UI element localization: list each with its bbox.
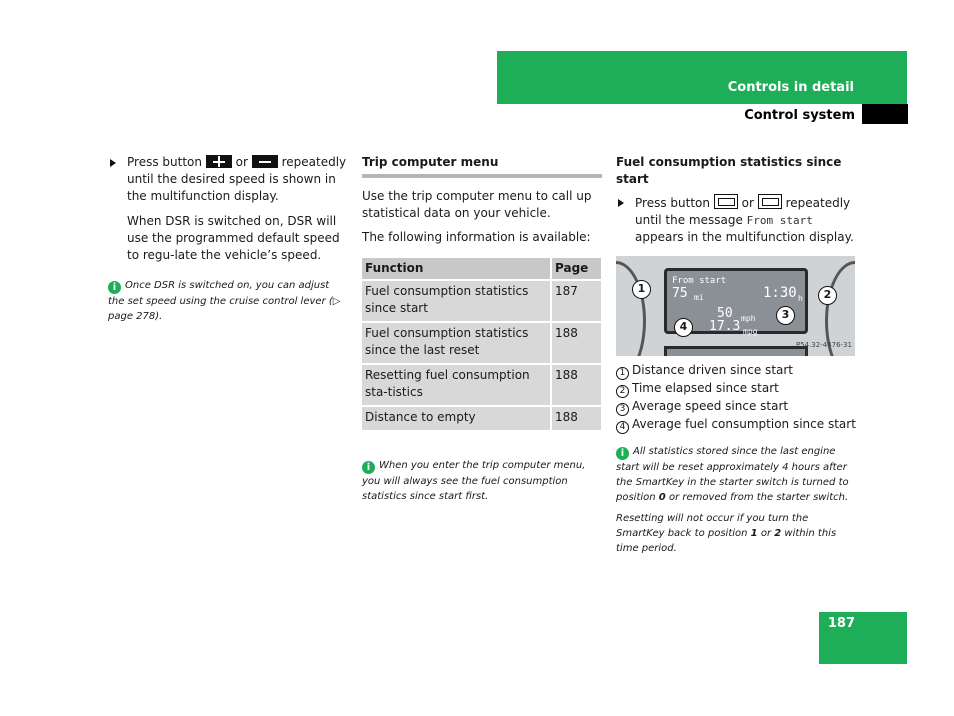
instruction-text: repeatedly until the desired speed is shown in the multifunction display.	[127, 155, 347, 203]
legend-item	[616, 398, 856, 416]
fuel-stats-heading: Fuel consumption statistics since start	[616, 155, 842, 186]
legend	[616, 362, 856, 434]
info-icon: i	[616, 447, 629, 460]
dashboard-illustration	[616, 256, 855, 356]
table-cell-function: Resetting fuel consumption sta-tistics	[362, 364, 551, 406]
instruction-text: Press button	[635, 196, 710, 210]
callout-4: 4	[674, 318, 693, 337]
display-fuel-unit: mpg	[743, 327, 758, 336]
callout-3: 3	[776, 306, 795, 325]
legend-number: 4	[616, 421, 629, 434]
table-cell-function: Fuel consumption statistics since the last reset	[362, 322, 551, 364]
table-cell-page: 188	[551, 322, 601, 364]
display-button-icon	[714, 194, 738, 209]
trip-computer-heading: Trip computer menu	[362, 155, 499, 169]
instruction-text: Press button	[127, 155, 202, 169]
info-text: or	[760, 528, 772, 539]
info-text: Once DSR is switched on, you can adjust the set speed using the cruise control lever (▷ page 278).	[108, 280, 341, 322]
position-number: 1	[750, 528, 758, 539]
instruction-text: appears in the multifunction display.	[635, 230, 854, 244]
table-row	[362, 322, 601, 364]
legend-item	[616, 362, 856, 380]
display-time-unit: h	[798, 294, 803, 303]
table-cell-page: 188	[551, 364, 601, 406]
column-middle	[362, 154, 602, 504]
lower-display	[664, 346, 808, 356]
display-distance: 75	[672, 286, 688, 301]
legend-text: Distance driven since start	[632, 363, 794, 377]
instruction-bullet	[108, 154, 348, 205]
table-row	[362, 406, 601, 431]
instruction-bullet	[616, 194, 856, 246]
table-row	[362, 280, 601, 322]
legend-text: Average speed since start	[632, 399, 789, 413]
table-cell-page: 187	[551, 280, 601, 322]
table-cell-function: Distance to empty	[362, 406, 551, 431]
legend-item	[616, 416, 856, 434]
table-cell-function: Fuel consumption statistics since start	[362, 280, 551, 322]
intro-paragraph: Use the trip computer menu to call up statistical data on your vehicle.	[362, 189, 592, 220]
display-time: 1:30	[763, 285, 797, 301]
table-cell-page: 188	[551, 406, 601, 431]
table-header-row	[362, 258, 601, 280]
heading-rule	[362, 174, 602, 178]
info-text: or removed from the starter switch.	[668, 492, 849, 503]
info-icon: i	[108, 281, 121, 294]
column-right	[616, 154, 856, 556]
instruction-text: or	[741, 196, 754, 210]
instruction-text: or	[235, 155, 248, 169]
display-fuel: 17.3	[709, 319, 741, 334]
info-icon: i	[362, 461, 375, 474]
header-tab-marker	[862, 104, 908, 124]
info-text: When you enter the trip computer menu, you will always see the fuel consumption statistics since start first.	[362, 460, 586, 502]
display-title: From start	[672, 276, 727, 286]
available-paragraph: The following information is available:	[362, 230, 591, 244]
callout-2: 2	[818, 286, 837, 305]
display-speed: 50	[717, 306, 733, 321]
instruction-text: repeatedly until the message	[635, 196, 851, 227]
display-distance-unit: mi	[694, 293, 704, 302]
page-number: 187	[827, 616, 855, 631]
left-gauge	[616, 261, 646, 356]
position-number: 0	[658, 492, 666, 503]
info-text: Resetting will not occur if you turn the SmartKey back to position	[616, 513, 809, 539]
table-header-page: Page	[551, 258, 601, 280]
display-speed-unit: mph	[741, 314, 756, 323]
function-table	[362, 258, 601, 432]
info-note	[616, 444, 856, 505]
info-note	[362, 458, 602, 504]
legend-text: Average fuel consumption since start	[632, 417, 856, 431]
column-left	[108, 154, 348, 324]
display-message: From start	[746, 214, 813, 227]
callout-1: 1	[632, 280, 651, 299]
info-text: All statistics stored since the last engine start will be reset approximately 4 hours after the SmartKey in the starter switch is turned to position	[616, 446, 849, 503]
display-button-icon	[758, 194, 782, 209]
legend-number: 2	[616, 385, 629, 398]
header-band	[497, 51, 907, 104]
legend-number: 1	[616, 367, 629, 380]
plus-button-icon	[206, 155, 232, 168]
legend-item	[616, 380, 856, 398]
minus-button-icon	[252, 155, 278, 168]
legend-number: 3	[616, 403, 629, 416]
info-text: within this time period.	[616, 528, 837, 554]
legend-text: Time elapsed since start	[632, 381, 779, 395]
position-number: 2	[774, 528, 782, 539]
info-note-continued	[616, 511, 856, 556]
subsection-title: Control system	[744, 108, 855, 123]
figure-code: P54.32-4476-31	[795, 341, 852, 349]
table-row	[362, 364, 601, 406]
dsr-paragraph: When DSR is switched on, DSR will use the programmed default speed to regu-late the vehicle’s speed.	[127, 214, 340, 262]
section-title: Controls in detail	[727, 80, 854, 95]
table-header-function: Function	[362, 258, 551, 280]
info-note	[108, 278, 348, 324]
